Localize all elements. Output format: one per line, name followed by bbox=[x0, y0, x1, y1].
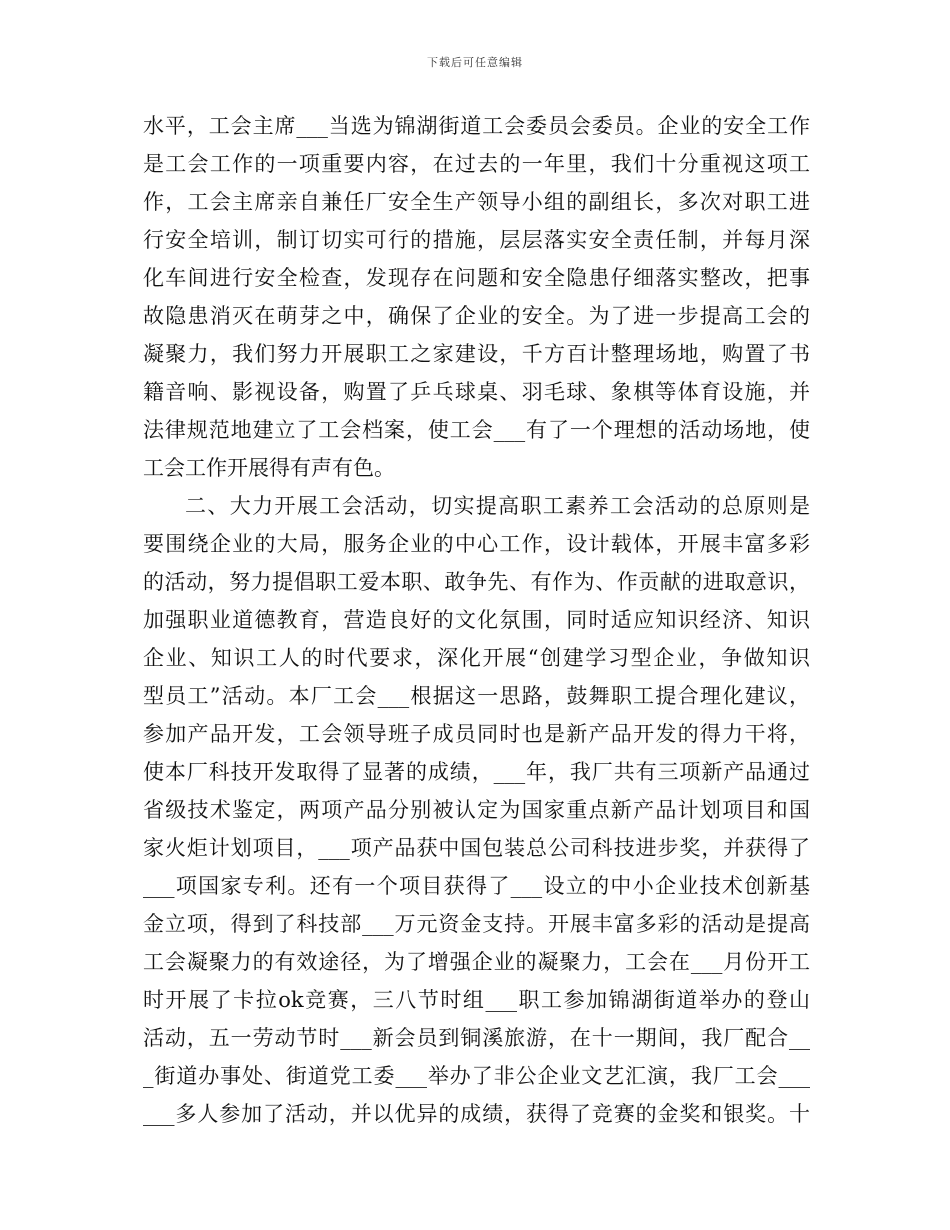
text-line: 作，工会主席亲自兼任厂安全生产领导小组的副组长，多次对职工进 bbox=[143, 190, 810, 214]
text-line: 家火炬计划项目，___项产品获中国包装总公司科技进步奖，并获得了 bbox=[143, 836, 810, 860]
page-header: 下载后可任意编辑 bbox=[427, 56, 523, 69]
text-line: _街道办事处、街道党工委___举办了非公企业文艺汇演，我厂工会___ bbox=[143, 1064, 810, 1088]
text-line: 行安全培训，制订切实可行的措施，层层落实安全责任制，并每月深 bbox=[143, 228, 810, 252]
text-line: 故隐患消灭在萌芽之中，确保了企业的安全。为了进一步提高工会的 bbox=[143, 304, 810, 328]
text-line: 水平，工会主席___当选为锦湖街道工会委员会委员。企业的安全工作 bbox=[143, 114, 810, 138]
text-line: ___项国家专利。还有一个项目获得了___设立的中小企业技术创新基 bbox=[143, 874, 810, 898]
text-line: 凝聚力，我们努力开展职工之家建设，千方百计整理场地，购置了书 bbox=[143, 342, 810, 366]
text-line: 籍音响、影视设备，购置了乒乓球桌、羽毛球、象棋等体育设施，并 bbox=[143, 380, 810, 404]
text-line: 金立项，得到了科技部___万元资金支持。开展丰富多彩的活动是提高 bbox=[143, 912, 810, 936]
text-line: 是工会工作的一项重要内容，在过去的一年里，我们十分重视这项工 bbox=[143, 152, 810, 176]
text-line: 时开展了卡拉ok竞赛，三八节时组___职工参加锦湖街道举办的登山 bbox=[143, 988, 810, 1012]
text-line: 型员工”活动。本厂工会___根据这一思路，鼓舞职工提合理化建议， bbox=[143, 684, 810, 708]
text-line: 省级技术鉴定，两项产品分别被认定为国家重点新产品计划项目和国 bbox=[143, 798, 810, 822]
text-line: 企业、知识工人的时代要求，深化开展“创建学习型企业，争做知识 bbox=[143, 646, 810, 670]
text-line: 参加产品开发，工会领导班子成员同时也是新产品开发的得力干将， bbox=[143, 722, 810, 746]
text-line: 化车间进行安全检查，发现存在问题和安全隐患仔细落实整改，把事 bbox=[143, 266, 810, 290]
text-line: 加强职业道德教育，营造良好的文化氛围，同时适应知识经济、知识 bbox=[143, 608, 810, 632]
text-line: 法律规范地建立了工会档案，使工会___有了一个理想的活动场地，使 bbox=[143, 418, 810, 442]
text-line: 的活动，努力提倡职工爱本职、敢争先、有作为、作贡献的进取意识， bbox=[143, 570, 810, 594]
text-line: 使本厂科技开发取得了显著的成绩，___年，我厂共有三项新产品通过 bbox=[143, 760, 810, 784]
document-body bbox=[143, 107, 810, 1133]
text-line: 活动，五一劳动节时___新会员到铜溪旅游，在十一期间，我厂配合__ bbox=[143, 1026, 810, 1050]
text-line: 工会凝聚力的有效途径，为了增强企业的凝聚力，工会在___月份开工 bbox=[143, 950, 810, 974]
text-line: ___多人参加了活动，并以优异的成绩，获得了竞赛的金奖和银奖。十 bbox=[143, 1102, 810, 1126]
paragraph-end-line: 工会工作开展得有声有色。 bbox=[143, 456, 395, 480]
text-line: 要围绕企业的大局，服务企业的中心工作，设计载体，开展丰富多彩 bbox=[143, 532, 810, 556]
paragraph-start-line: 二、大力开展工会活动，切实提高职工素养工会活动的总原则是 bbox=[185, 494, 810, 518]
